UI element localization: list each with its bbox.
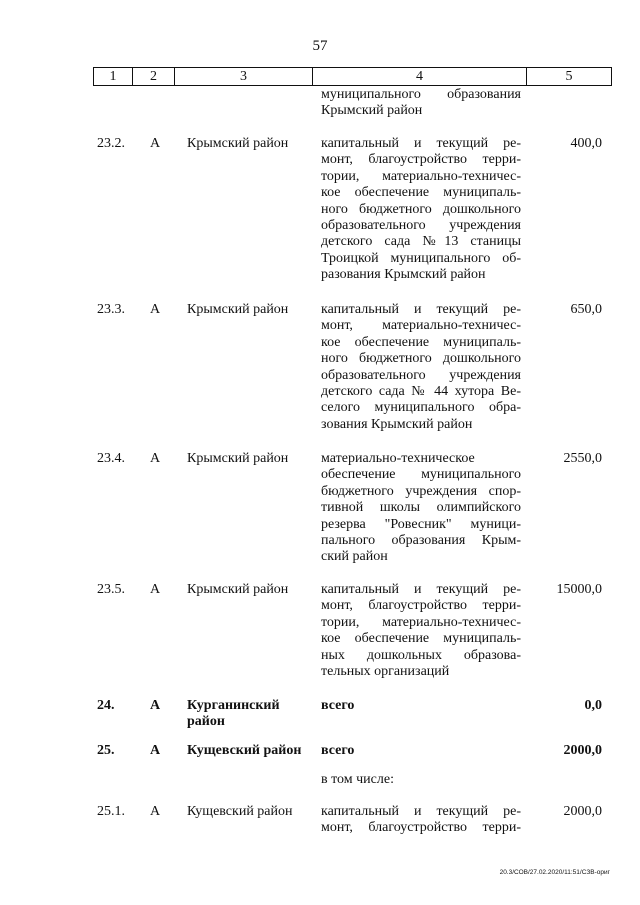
district-line: район — [187, 714, 225, 730]
row-number: 24. — [97, 698, 115, 713]
desc-line: зования Крымский район — [321, 416, 473, 432]
row-description — [321, 743, 521, 759]
row-amount: 2550,0 — [563, 451, 602, 466]
column-header-table — [93, 67, 612, 86]
row-category: А — [150, 451, 161, 466]
continuation-text — [321, 87, 521, 120]
desc-line: резерва "Ровесник" муници- — [321, 516, 521, 532]
desc-line: капитальный и текущий ре- — [321, 302, 521, 317]
row-district: Крымский район — [187, 582, 289, 597]
district-line: Курганинский — [187, 698, 280, 713]
desc-line: бюджетного учреждения спор- — [321, 483, 521, 499]
desc-line: Троицкой муниципального об- — [321, 250, 521, 266]
row-category: А — [150, 302, 161, 317]
desc-line: кое обеспечение муниципаль- — [321, 334, 521, 350]
desc-line: образовательного учреждения — [321, 218, 521, 234]
desc-line: образовательного учреждения — [321, 367, 521, 383]
desc-line: селого муниципального обра- — [321, 400, 521, 416]
desc-line: тории, материально-техничес- — [321, 614, 521, 630]
row-category: А — [150, 743, 161, 758]
row-category: А — [150, 582, 161, 597]
desc-line: тельных организаций — [321, 664, 450, 680]
subtotal-note: в том числе: — [321, 772, 394, 787]
row-amount: 650,0 — [570, 302, 602, 317]
column-header-2: 2 — [133, 68, 175, 86]
desc-line: ский район — [321, 549, 388, 565]
column-header-5: 5 — [527, 68, 612, 86]
footer-stamp: 20.3/СОВ/27.02.2020/11:51/СЗВ-ориг — [499, 869, 610, 876]
row-number: 23.4. — [97, 451, 125, 466]
desc-line: всего — [321, 743, 355, 758]
desc-line: пального образования Крым- — [321, 533, 521, 549]
desc-line: капитальный и текущий ре- — [321, 582, 521, 597]
row-district: Крымский район — [187, 302, 289, 317]
desc-line: тории, материально-техничес- — [321, 168, 521, 184]
row-description — [321, 582, 521, 680]
row-category: А — [150, 136, 161, 151]
desc-line: ных дошкольных образова- — [321, 647, 521, 663]
desc-line: монт, благоустройство терри- — [321, 598, 521, 614]
desc-line: тивной школы олимпийского — [321, 500, 521, 516]
desc-line: обеспечение муниципального — [321, 467, 521, 483]
desc-line: кое обеспечение муниципаль- — [321, 185, 521, 201]
row-description — [321, 136, 521, 284]
row-number: 23.5. — [97, 582, 125, 597]
row-district — [187, 698, 309, 731]
row-number: 25. — [97, 743, 115, 758]
row-amount: 2000,0 — [563, 804, 602, 819]
column-header-3: 3 — [175, 68, 313, 86]
row-district: Крымский район — [187, 136, 289, 151]
page-number: 57 — [312, 38, 328, 54]
row-description — [321, 302, 521, 433]
row-category: А — [150, 698, 161, 713]
desc-line: детского сада №13 станицы — [321, 234, 521, 250]
row-amount: 15000,0 — [556, 582, 602, 597]
desc-line: ного бюджетного дошкольного — [321, 351, 521, 367]
desc-line: материально-техническое — [321, 451, 475, 466]
row-number: 25.1. — [97, 804, 125, 819]
desc-line: монт, материально-техничес- — [321, 318, 521, 334]
row-amount: 0,0 — [584, 698, 602, 713]
desc-line: капитальный и текущий ре- — [321, 136, 521, 151]
desc-line: монт, благоустройство терри- — [321, 152, 521, 168]
row-number: 23.3. — [97, 302, 125, 317]
row-category: А — [150, 804, 161, 819]
column-header-1: 1 — [94, 68, 133, 86]
row-description — [321, 451, 521, 566]
row-description — [321, 804, 521, 837]
row-amount: 2000,0 — [563, 743, 602, 758]
row-district: Крымский район — [187, 451, 289, 466]
row-district: Кущевский район — [187, 804, 293, 819]
desc-line: детского сада № 44 хутора Ве- — [321, 384, 521, 400]
desc-line: всего — [321, 698, 355, 713]
row-amount: 400,0 — [570, 136, 602, 151]
desc-line: монт, благоустройство терри- — [321, 820, 521, 836]
desc-line: Крымский район — [321, 103, 423, 119]
desc-line: капитальный и текущий ре- — [321, 804, 521, 819]
desc-line: ного бюджетного дошкольного — [321, 201, 521, 217]
row-number: 23.2. — [97, 136, 125, 151]
desc-line: разования Крымский район — [321, 267, 486, 283]
column-header-4: 4 — [313, 68, 527, 86]
desc-line: муниципального образования — [321, 87, 521, 102]
row-district: Кущевский район — [187, 743, 302, 758]
desc-line: кое обеспечение муниципаль- — [321, 631, 521, 647]
row-description — [321, 698, 521, 714]
